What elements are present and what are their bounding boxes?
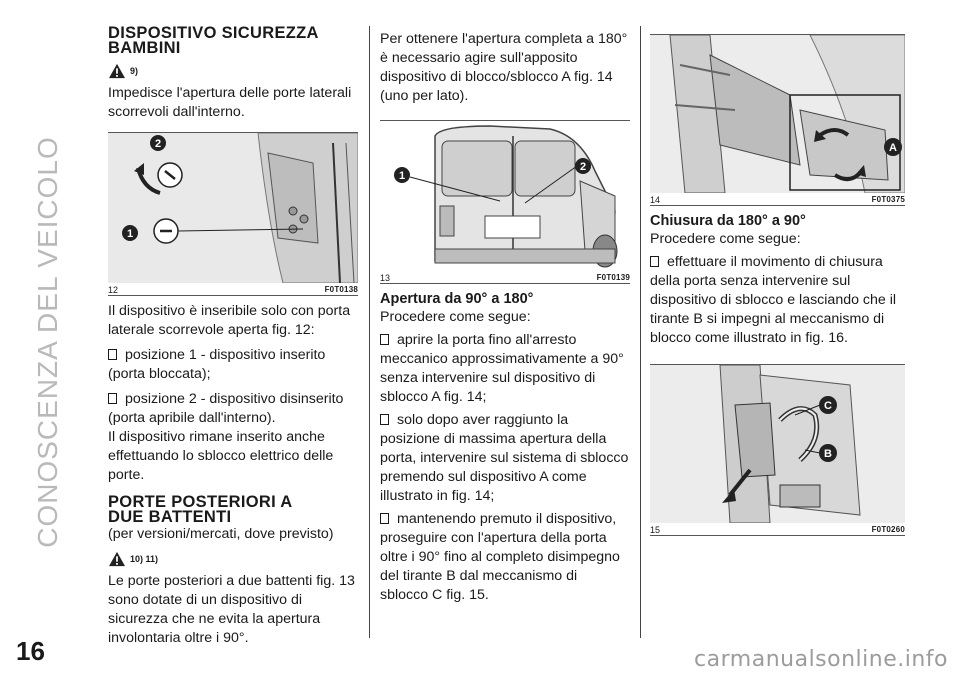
paragraph — [108, 572, 358, 648]
text-line: posizione di massima apertura della — [380, 431, 607, 447]
text-line: porte. — [108, 467, 145, 483]
text-line: mantenendo premuto il dispositivo, — [397, 511, 617, 527]
text-line: del tirante B dal meccanismo di — [380, 568, 578, 584]
callout-1: 1 — [398, 170, 406, 182]
text-line: sblocco A fig. 14; — [380, 389, 487, 405]
text-line: proseguire con l'apertura della porta — [380, 530, 607, 546]
text-line: oltre i 90° fino al completo disimpegno — [380, 549, 620, 565]
heading-line: DUE BATTENTI — [108, 508, 232, 526]
column-2 — [380, 30, 630, 605]
warning-ref-row — [108, 550, 358, 568]
heading-line: BAMBINI — [108, 39, 181, 57]
text-line: premendo sul dispositivo A come — [380, 469, 587, 485]
page-number: 16 — [16, 636, 45, 666]
paragraph: Procedere come segue: — [650, 231, 801, 247]
text-line: Impedisce l'apertura delle porte laterali — [108, 85, 352, 101]
warning-triangle-icon — [108, 551, 126, 567]
figure-code: F0T0260 — [871, 525, 905, 534]
text-line: (porta bloccata); — [108, 366, 211, 382]
text-line: senza intervenire sul dispositivo di — [380, 370, 596, 386]
bullet-box-icon — [380, 414, 389, 425]
watermark: carmanualsonline.info — [694, 647, 948, 672]
figure-caption — [108, 283, 358, 295]
text-line: blocco come illustrato in fig. 16. — [650, 330, 848, 346]
text-line: scorrevoli dall'interno. — [108, 104, 245, 120]
figure-number: 12 — [108, 285, 119, 295]
column-1 — [108, 26, 358, 648]
figure-caption — [650, 523, 905, 535]
text-line: porta, intervenire sul sistema di sblocco — [380, 450, 629, 466]
figure-12 — [108, 132, 358, 296]
text-line: sblocco C fig. 15. — [380, 587, 489, 603]
text-line: è necessario agire sull'apposito — [380, 50, 578, 66]
text-line: (porta apribile dall'interno). — [108, 410, 276, 426]
heading-rear-doors — [108, 495, 358, 525]
bullet-item — [380, 510, 630, 605]
bullet-box-icon — [380, 513, 389, 524]
bullet-item — [108, 346, 358, 384]
text-line: laterale scorrevole aperta fig. 12: — [108, 322, 315, 338]
side-section-title-text: CONOSCENZA DEL VEICOLO — [32, 136, 63, 548]
figure-15-illustration — [650, 365, 905, 523]
figure-14 — [650, 34, 905, 206]
heading-line: PORTE POSTERIORI A — [108, 493, 293, 511]
callout-2: 2 — [154, 138, 162, 150]
text-line: effettuare il movimento di chiusura — [667, 254, 883, 270]
text-line: Le porte posteriori a due battenti fig. 13 — [108, 573, 355, 589]
column-divider-2 — [640, 26, 641, 638]
figure-13-illustration — [380, 121, 628, 271]
text-line: meccanico approssimativamente a 90° — [380, 351, 624, 367]
warning-ref-row — [108, 62, 358, 80]
text-line: della porta senza intervenire sul — [650, 273, 851, 289]
callout-2: 2 — [579, 161, 587, 173]
text-line: Per ottenere l'apertura completa a 180° — [380, 31, 628, 47]
text-line: posizione 1 - dispositivo inserito — [125, 347, 326, 363]
text-line: sicurezza che ne evita la apertura — [108, 611, 321, 627]
bullet-item — [108, 390, 358, 428]
text-line: Il dispositivo rimane inserito anche — [108, 429, 325, 445]
warning-ref: 9) — [130, 66, 139, 76]
text-line: Il dispositivo è inseribile solo con porta — [108, 303, 351, 319]
figure-caption — [380, 271, 630, 283]
paragraph — [108, 84, 358, 122]
text-line: illustrato in fig. 14; — [380, 488, 495, 504]
heading-closing: Chiusura da 180° a 90° — [650, 213, 806, 229]
figure-code: F0T0375 — [871, 195, 905, 204]
heading-line: DISPOSITIVO SICUREZZA — [108, 24, 319, 42]
bullet-box-icon — [380, 334, 389, 345]
callout-1: 1 — [126, 228, 134, 240]
figure-caption — [650, 193, 905, 205]
callout-c: C — [824, 400, 832, 412]
callout-b: B — [824, 448, 832, 460]
figure-number: 15 — [650, 525, 661, 535]
heading-child-safety — [108, 26, 358, 56]
column-3 — [650, 34, 905, 540]
paragraph — [108, 302, 358, 340]
bullet-item — [380, 411, 630, 506]
text-line: solo dopo aver raggiunto la — [397, 412, 569, 428]
text-line: posizione 2 - dispositivo disinserito — [125, 391, 344, 407]
warning-ref: 10) 11) — [130, 554, 159, 564]
figure-14-illustration — [650, 35, 905, 193]
bullet-box-icon — [108, 349, 117, 360]
figure-number: 14 — [650, 195, 661, 205]
paragraph — [380, 30, 630, 106]
bullet-item — [650, 253, 905, 348]
figure-code: F0T0139 — [596, 273, 630, 282]
heading-opening: Apertura da 90° a 180° — [380, 291, 534, 307]
warning-triangle-icon — [108, 63, 126, 79]
text-line: aprire la porta fino all'arresto — [397, 332, 577, 348]
text-line: (uno per lato). — [380, 88, 469, 104]
text-line: involontaria oltre i 90°. — [108, 630, 249, 646]
bullet-box-icon — [108, 393, 117, 404]
heading-subtitle: (per versioni/mercati, dove previsto) — [108, 526, 334, 542]
paragraph — [108, 428, 358, 485]
figure-code: F0T0138 — [324, 285, 358, 294]
paragraph: Procedere come segue: — [380, 309, 531, 325]
figure-number: 13 — [380, 273, 391, 283]
callout-a: A — [889, 142, 897, 154]
figure-12-illustration — [108, 133, 358, 283]
column-divider-1 — [369, 26, 370, 638]
text-line: sono dotate di un dispositivo di — [108, 592, 303, 608]
bullet-item — [380, 331, 630, 407]
figure-15 — [650, 364, 905, 536]
text-line: dispositivo di blocco/sblocco A fig. 14 — [380, 69, 613, 85]
bullet-box-icon — [650, 256, 659, 267]
text-line: effettuando lo sblocco elettrico delle — [108, 448, 334, 464]
text-line: dispositivo di sblocco e lasciando che il — [650, 292, 897, 308]
figure-13 — [380, 120, 630, 284]
text-line: tirante B si impegni al meccanismo di — [650, 311, 885, 327]
